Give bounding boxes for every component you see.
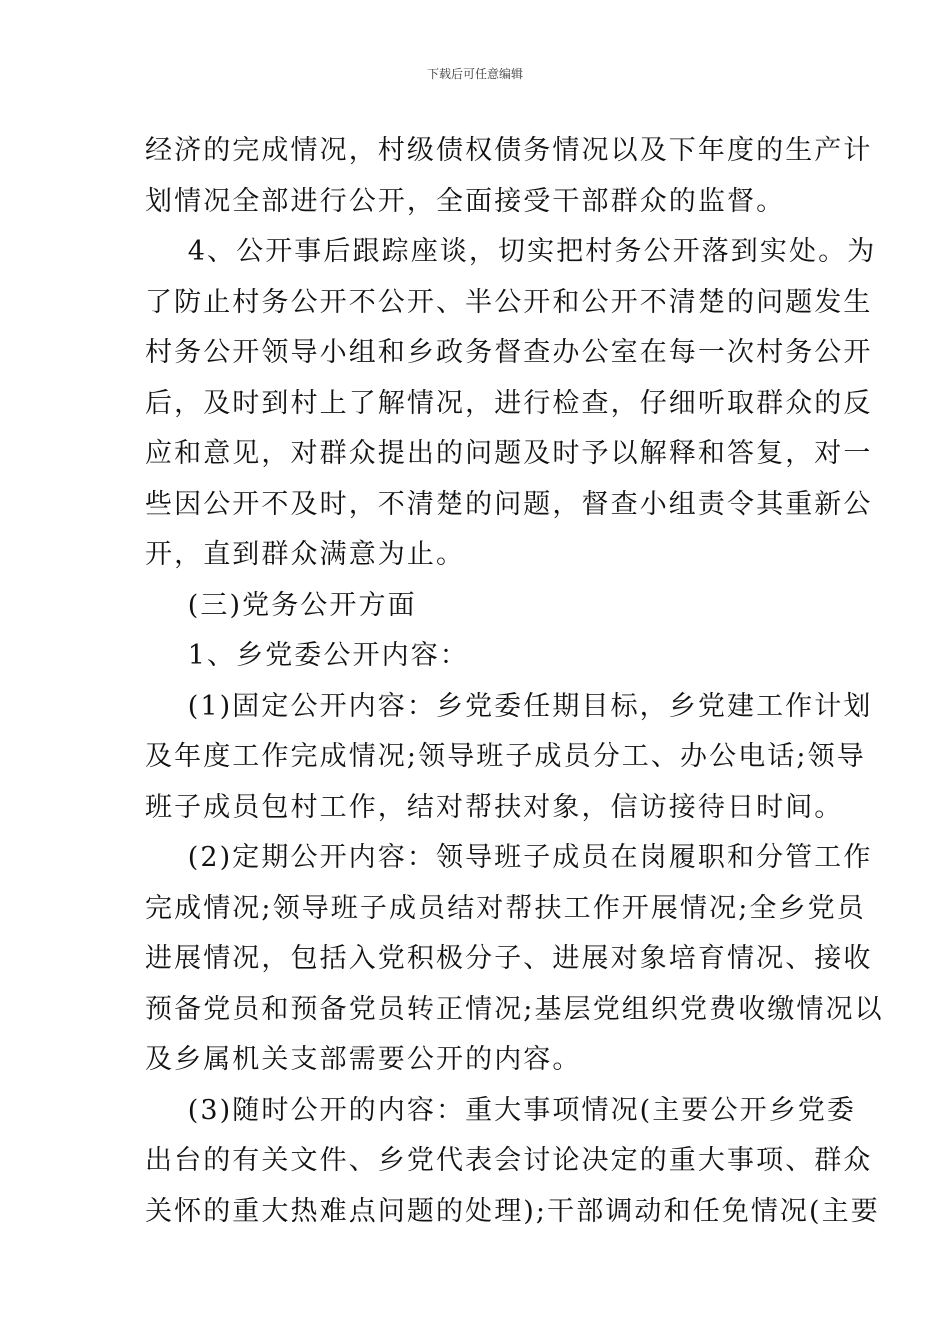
- text-line: 后，及时到村上了解情况，进行检查，仔细听取群众的反: [145, 387, 873, 419]
- text-line: 了防止村务公开不公开、半公开和公开不清楚的问题发生: [145, 286, 873, 318]
- text-line: 进展情况，包括入党积极分子、进展对象培育情况、接收: [145, 943, 873, 974]
- text-line: 出台的有关文件、乡党代表会讨论决定的重大事项、群众: [145, 1145, 873, 1176]
- text-line: (1)固定公开内容：乡党委任期目标，乡党建工作计划: [145, 690, 873, 722]
- text-line: 开，直到群众满意为止。: [145, 539, 466, 570]
- text-line: 及年度工作完成情况;领导班子成员分工、办公电话;领导: [145, 741, 866, 772]
- text-line: 经济的完成情况，村级债权债务情况以及下年度的生产计: [145, 135, 873, 166]
- text-line: 完成情况;领导班子成员结对帮扶工作开展情况;全乡党员: [145, 892, 866, 924]
- text-line: 应和意见，对群众提出的问题及时予以解释和答复，对一: [145, 438, 873, 469]
- header-note: 下载后可任意编辑: [426, 67, 523, 81]
- text-line: 班子成员包村工作，结对帮扶对象，信访接待日时间。: [145, 791, 844, 823]
- text-line: (3)随时公开的内容：重大事项情况(主要公开乡党委: [145, 1094, 857, 1126]
- section-heading: (三)党务公开方面: [145, 589, 417, 621]
- text-line: 及乡属机关支部需要公开的内容。: [145, 1044, 582, 1075]
- text-line: 村务公开领导小组和乡政务督查办公室在每一次村务公开: [145, 337, 873, 368]
- text-line: 预备党员和预备党员转正情况;基层党组织党费收缴情况以: [145, 993, 884, 1025]
- subsection-heading: 1、乡党委公开内容：: [145, 640, 469, 671]
- text-line: (2)定期公开内容：领导班子成员在岗履职和分管工作: [145, 842, 873, 873]
- text-line: 4、公开事后跟踪座谈，切实把村务公开落到实处。为: [145, 236, 877, 267]
- text-line: 划情况全部进行公开，全面接受干部群众的监督。: [145, 185, 786, 217]
- text-line: 关怀的重大热难点问题的处理);干部调动和任免情况(主要: [145, 1195, 880, 1227]
- text-line: 些因公开不及时，不清楚的问题，督查小组责令其重新公: [145, 488, 873, 520]
- document-body: [145, 126, 884, 1237]
